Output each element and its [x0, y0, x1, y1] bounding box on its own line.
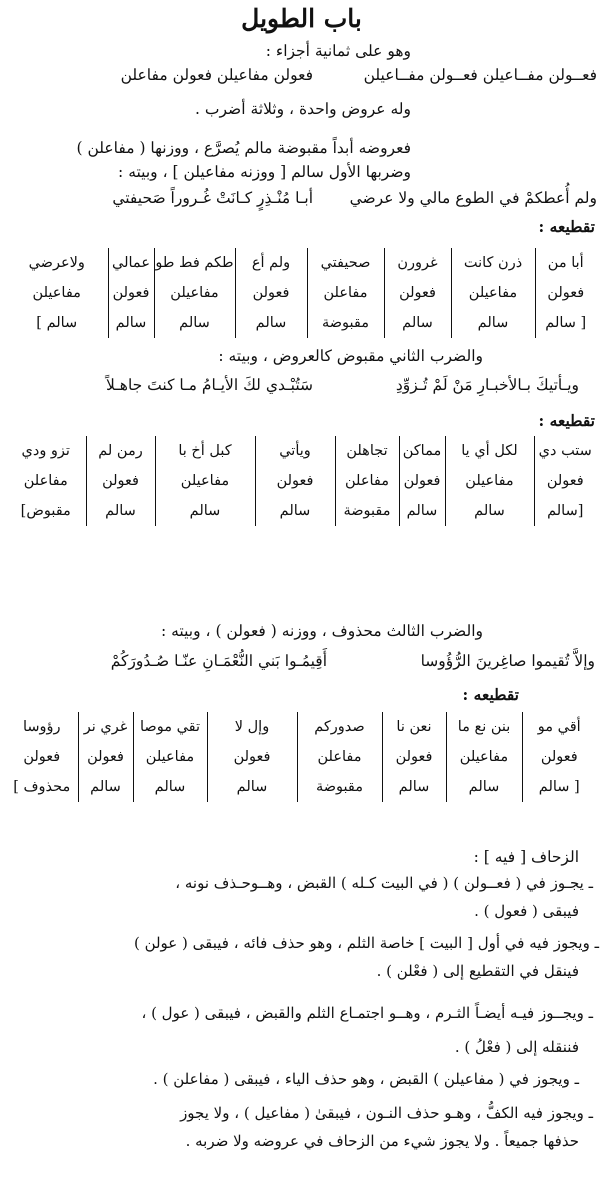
scansion-table-3: [6, 712, 596, 802]
scansion-table-2: [6, 436, 596, 526]
table-cell: سالم: [207, 772, 297, 802]
table-cell: فعولن: [384, 278, 451, 308]
zihaf-para: حذفها جميعاً . ولا يجوز شيء من الزحاف في عروضه ولا ضربه .: [185, 1132, 579, 1150]
table-cell: فعولن: [255, 466, 335, 496]
table-cell: سالم: [446, 772, 522, 802]
zihaf-para: ـ ويجوز فيه الكفُّ ، وهـو حذف النـون ، فيبقىٰ ( مفاعيل ) ، ولا يجوز: [180, 1104, 593, 1122]
table-cell: مقبوضة: [297, 772, 382, 802]
table-cell: مفاعيلن: [445, 466, 534, 496]
table-cell: مفاعيلن: [451, 278, 535, 308]
zihaf-para: فينقل في التقطيع إلى ( فعْلن ) .: [376, 962, 579, 980]
table-cell: سالم: [86, 496, 155, 526]
scansion-label: تقطيعه :: [538, 411, 595, 430]
table-cell: فعولن: [23, 749, 61, 765]
darb-line: والضرب الثاني مقبوض كالعروض ، وبيته :: [218, 347, 483, 365]
table-cell: غرورن: [384, 248, 451, 278]
table-cell: ستب دي: [534, 436, 596, 466]
table-cell: مفاعيلن: [133, 742, 207, 772]
table-cell: محذوف ]: [13, 779, 71, 795]
scansion-label: تقطيعه :: [462, 685, 519, 704]
table-cell: مفاعلن: [23, 473, 68, 489]
scansion-label: تقطيعه :: [538, 217, 595, 236]
table-cell: فعولن: [399, 466, 445, 496]
table-cell: مفاعلن: [297, 742, 382, 772]
table-cell: فعولن: [235, 278, 307, 308]
table-cell: مفاعيلن: [155, 466, 255, 496]
page-title: باب الطويل: [241, 4, 362, 33]
table-cell: فعولن: [78, 742, 133, 772]
zihaf-para: ـ ويجــوز فيـه أيضـاً الثـرم ، وهــو اجتمـاع الثلم والقبض ، فيبقى ( عول ) ،: [141, 1004, 593, 1022]
table-cell: تزو ودي: [21, 443, 70, 459]
table-cell: سالم: [235, 308, 307, 338]
table-cell: مفاعلن: [307, 278, 384, 308]
zihaf-para: ـ ويجوز في ( مفاعيلن ) القبض ، وهو حذف الياء ، فيبقى ( مفاعلن ) .: [153, 1070, 579, 1088]
table-cell: فعولن: [86, 466, 155, 496]
verse-3-right: أَقِيمُـوا بَني النُّعْمَـانِ عنّـا صُـدُورَكُمْ: [110, 652, 327, 670]
verse-2-left: ويـأتيكَ بـالأخبـارِ مَنْ لَمْ تُـزوِّدِ: [395, 376, 579, 394]
table-cell: صدوركم: [297, 712, 382, 742]
table-cell: تقي موصا: [133, 712, 207, 742]
table-cell: سالم: [384, 308, 451, 338]
table-cell: نعن نا: [382, 712, 446, 742]
table-cell: مقبوضة: [335, 496, 399, 526]
table-cell: فعولن: [535, 278, 596, 308]
intro-line: وله عروض واحدة ، وثلاثة أضرب .: [195, 100, 411, 118]
intro-line: وهو على ثمانية أجزاء :: [265, 42, 411, 60]
table-cell: [ سالم: [522, 772, 596, 802]
table-cell: تجاهلن: [335, 436, 399, 466]
table-cell: سالم: [255, 496, 335, 526]
table-cell: أبا من: [535, 248, 596, 278]
zihaf-para: ـ يجـوز في ( فعــولن ) ( في البيت كـله ) القبض ، وهــوحـذف نونه ،: [175, 874, 593, 892]
table-cell: مفاعيلن: [446, 742, 522, 772]
table-cell: أقي مو: [522, 712, 596, 742]
table-cell: سالم: [445, 496, 534, 526]
table-cell: سالم: [451, 308, 535, 338]
table-cell: ذرن كانت: [451, 248, 535, 278]
table-cell: طكم فط طو: [154, 248, 235, 278]
table-cell: فعولن: [522, 742, 596, 772]
intro-line: فعروضه أبداً مقبوضة مالم يُصرَّع ، ووزنها ( مفاعلن ): [76, 139, 411, 157]
table-cell: ويأتي: [255, 436, 335, 466]
verse-2-right: سَتُبْـدي لكَ الأيـامُ مـا كنتَ جاهـلاً: [105, 376, 313, 394]
zihaf-heading: الزحاف [ فيه ] :: [473, 848, 579, 866]
table-cell: سالم: [133, 772, 207, 802]
table-cell: كبل أخ با: [155, 436, 255, 466]
table-cell: مماكن: [399, 436, 445, 466]
table-cell: [سالم: [534, 496, 596, 526]
table-cell: بنن نع ما: [446, 712, 522, 742]
table-cell: وإل لا: [207, 712, 297, 742]
table-cell: مفاعيلن: [154, 278, 235, 308]
table-cell: رؤوسا: [22, 719, 61, 735]
darb-line: والضرب الثالث محذوف ، ووزنه ( فعولن ) ، وبيته :: [160, 622, 483, 640]
verse-1-left: ولم أُعطكمْ في الطوع مالي ولا عرضي: [349, 189, 597, 207]
table-cell: مقبوض]: [20, 503, 71, 519]
table-cell: سالم: [399, 496, 445, 526]
table-cell: صحيفتي: [307, 248, 384, 278]
table-cell: لكل أي يا: [445, 436, 534, 466]
table-cell: مفاعيلن: [32, 285, 81, 301]
table-cell: سالم: [155, 496, 255, 526]
zihaf-para: ـ ويجوز فيه في أول [ البيت ] خاصة الثلم ، وهو حذف فائه ، فيبقى ( عولن ): [133, 934, 599, 952]
zihaf-para: فننقله إلى ( فعْلُ ) .: [454, 1038, 579, 1056]
table-cell: فعولن: [108, 278, 154, 308]
intro-line: وضربها الأول سالم [ ووزنه مفاعيلن ] ، وبيته :: [118, 163, 411, 181]
table-cell: فعولن: [382, 742, 446, 772]
table-cell: سالم ]: [36, 315, 78, 331]
meter-hemistich-right: فعولن مفاعيلن فعولن مفاعلن: [120, 66, 313, 84]
table-cell: سالم: [382, 772, 446, 802]
table-cell: سالم: [154, 308, 235, 338]
table-cell: عمالي: [108, 248, 154, 278]
table-cell: فعولن: [534, 466, 596, 496]
scansion-table-1: [6, 248, 596, 338]
table-cell: مقبوضة: [307, 308, 384, 338]
table-cell: ولم أع: [235, 248, 307, 278]
table-cell: رمن لم: [86, 436, 155, 466]
verse-3-left: وإلاَّ تُقيموا صاغِرينَ الرُّؤُوسا: [420, 652, 595, 670]
table-cell: سالم: [108, 308, 154, 338]
table-cell: فعولن: [207, 742, 297, 772]
verse-1-right: أبـا مُنْـذِرٍ كـانَتْ غُـروراً صَحيفتي: [112, 189, 313, 207]
meter-hemistich-left: فعــولن مفــاعيلن فعــولن مفــاعيلن: [363, 66, 597, 84]
table-cell: [ سالم: [535, 308, 596, 338]
table-cell: مفاعلن: [335, 466, 399, 496]
table-cell: سالم: [78, 772, 133, 802]
table-cell: غري نر: [78, 712, 133, 742]
zihaf-para: فيبقى ( فعول ) .: [474, 902, 579, 920]
table-cell: ولاعرضي: [28, 255, 85, 271]
